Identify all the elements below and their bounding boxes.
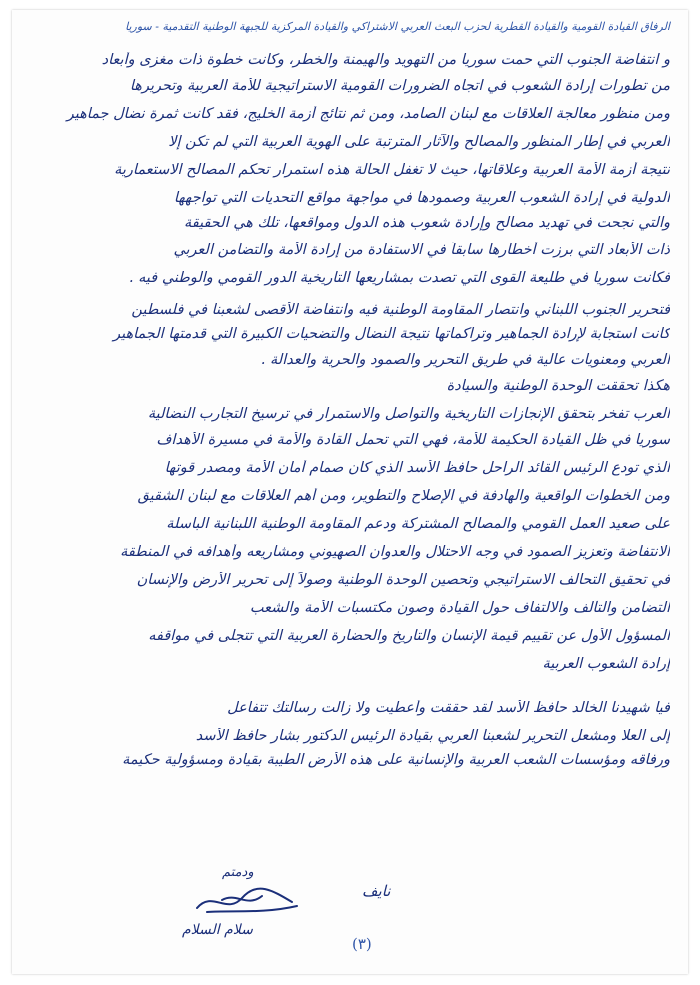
signature-name: نايف — [362, 882, 391, 900]
body-line: إرادة الشعوب العربية — [542, 656, 670, 672]
body-line: نتيجة أزمة الأمة العربية وعلاقاتها، حيث لا تغفل الحالة هذه استمرار تحكم المصالح الاستعمارية — [114, 162, 670, 178]
handwritten-signature — [192, 880, 302, 920]
body-line: فتحرير الجنوب اللبناني وانتصار المقاومة الوطنية فيه وانتفاضة الأقصى لشعبنا في فلسطين — [131, 302, 670, 318]
body-line: التضامن والتآلف والالتفاف حول القيادة وصون مكتسبات الأمة والشعب — [249, 600, 670, 616]
body-line: إلى العلا ومشعل التحرير لشعبنا العربي بقيادة الرئيس الدكتور بشار حافظ الأسد — [195, 728, 670, 744]
body-line: فكانت سوريا في طليعة القوى التي تصدت بمشاريعها التاريخية الدور القومي والوطني فيه . — [128, 270, 670, 286]
body-line: ذات الأبعاد التي برزت أخطارها سابقاً في الاستفادة من إرادة الأمة والتضامن العربي — [173, 242, 670, 258]
body-line: العربي في إطار المنظور والمصالح والآثار المترتبة على الهوية العربية التي لم تكن إلا — [168, 134, 670, 150]
body-line: والتي نجحت في تهديد مصالح وإرادة شعوب هذه الدول ومواقعها، تلك هي الحقيقة — [183, 215, 670, 231]
salutation-text: سلام السلام — [182, 922, 253, 938]
body-line: ورفاقه ومؤسسات الشعب العربية والإنسانية على هذه الأرض الطيبة بقيادة ومسؤولية حكيمة — [122, 752, 670, 768]
closing-text: ودمتم — [222, 865, 254, 880]
body-line: الدولية في إرادة الشعوب العربية وصمودها في مواجهة مواقع التحديات التي تواجهها — [173, 190, 670, 206]
signature-block — [182, 850, 602, 950]
body-line: هكذا تحققت الوحدة الوطنية والسيادة — [446, 378, 670, 394]
body-line: على صعيد العمل القومي والمصالح المشتركة ودعم المقاومة الوطنية اللبنانية الباسلة — [166, 516, 670, 532]
body-line: كانت استجابة لإرادة الجماهير وتراكماتها نتيجة النضال والتضحيات الكبيرة التي قدمتها الجماهير — [113, 326, 670, 342]
document-page — [12, 10, 688, 974]
body-line: و انتفاضة الجنوب التي حمت سوريا من التهويد والهيمنة والخطر، وكانت خطوة ذات مغزى وأبعاد — [101, 52, 670, 68]
body-line: المسؤول الأول عن تقييم قيمة الإنسان والتاريخ والحضارة العربية التي تتجلى في مواقفه — [148, 628, 670, 644]
body-line: الانتفاضة وتعزيز الصمود في وجه الاحتلال والعدوان الصهيوني ومشاريعه وأهدافه في المنطقة — [120, 544, 670, 560]
body-line: ومن الخطوات الواقعية والهادفة في الإصلاح والتطوير، ومن أهم العلاقات مع لبنان الشقيق — [137, 488, 670, 504]
page-number: (٣) — [352, 935, 372, 953]
body-line: فيا شهيدنا الخالد حافظ الأسد لقد حققت وأعطيت ولا زالت رسالتك تتفاعل — [227, 700, 670, 716]
body-line: في تحقيق التحالف الاستراتيجي وتحصين الوحدة الوطنية وصولاً إلى تحرير الأرض والإنسان — [136, 572, 670, 588]
body-line: العرب تفخر بتحقق الإنجازات التاريخية والتواصل والاستمرار في ترسيخ التجارب النضالية — [147, 406, 670, 422]
body-line: العربي ومعنويات عالية في طريق التحرير والصمود والحرية والعدالة . — [260, 352, 670, 368]
letter-header: الرفاق القيادة القومية والقيادة القطرية لحزب البعث العربي الاشتراكي والقيادة المركزية للجبهة الوطنية التقدمية - سوريا — [125, 20, 670, 33]
body-line: الذي تودع الرئيس القائد الراحل حافظ الأسد الذي كان صمام أمان الأمة ومصدر قوتها — [164, 460, 670, 476]
body-line: من تطورات إرادة الشعوب في اتجاه الضرورات القومية الاستراتيجية للأمة العربية وتحريرها — [129, 78, 670, 94]
body-line: ومن منظور معالجة العلاقات مع لبنان الصامد، ومن ثم نتائج أزمة الخليج، فقد كانت ثمرة نضال جماهير — [66, 106, 670, 122]
body-line: سوريا في ظل القيادة الحكيمة للأمة، فهي التي تحمل القادة والأمة في مسيرة الأهداف — [156, 432, 670, 448]
